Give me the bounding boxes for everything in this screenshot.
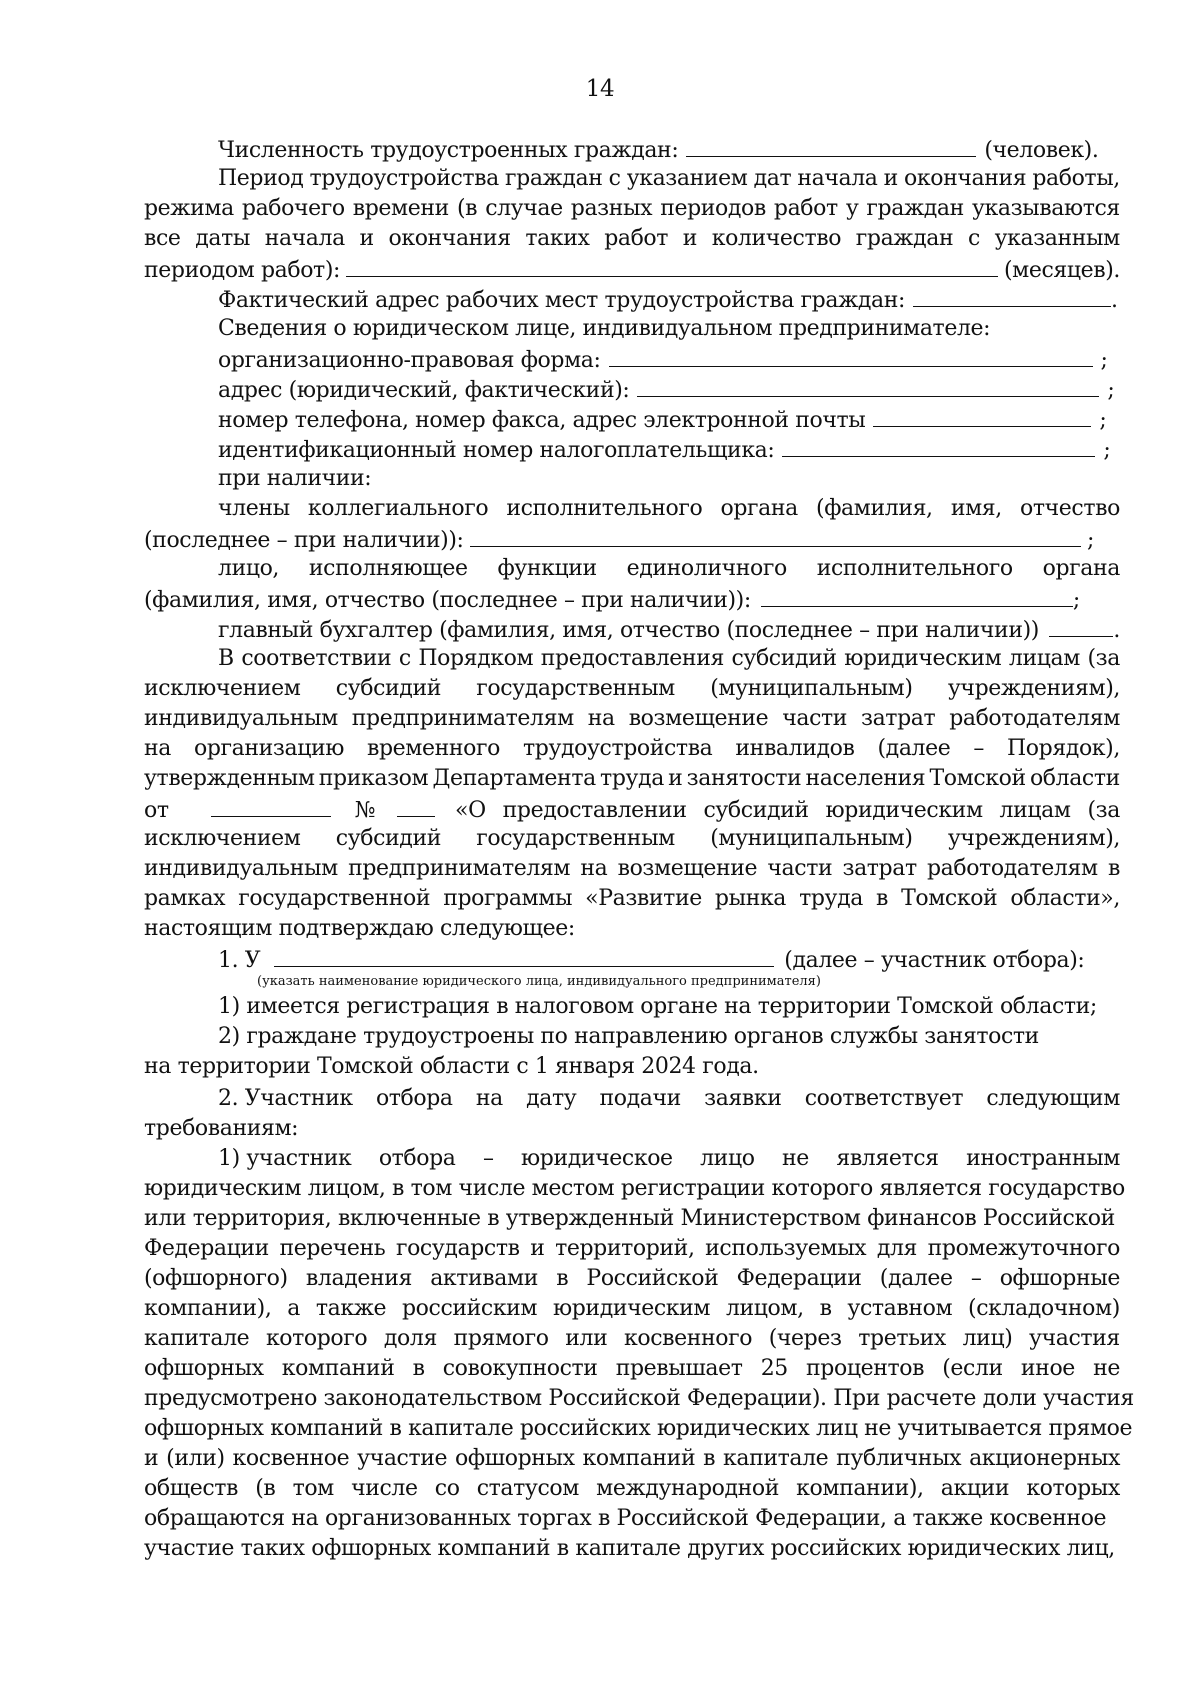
- word: затрат: [842, 856, 917, 881]
- board-members-line: (последнее – при наличии)): ;: [144, 524, 1120, 554]
- word: владения: [305, 1266, 412, 1291]
- blank-field: [913, 284, 1111, 307]
- word: участия: [1029, 1326, 1120, 1351]
- word: Томской: [929, 766, 1026, 791]
- word: доля: [383, 1326, 437, 1351]
- word: работодателям: [926, 856, 1098, 881]
- word: лиц): [962, 1326, 1013, 1351]
- word: исполнительного: [816, 556, 1013, 581]
- justified-line: [144, 1354, 1120, 1384]
- justified-line: [144, 1084, 1120, 1114]
- word: граждан: [505, 166, 603, 191]
- word: лицам: [1008, 646, 1080, 671]
- word: и: [359, 226, 374, 251]
- word: труда: [600, 766, 664, 791]
- word: превышает: [615, 1356, 743, 1381]
- word: лицам: [999, 798, 1071, 823]
- word: Российской: [586, 1266, 719, 1291]
- word: начала: [797, 166, 878, 191]
- word: части: [767, 856, 833, 881]
- word: в: [703, 1446, 716, 1471]
- word: окончания: [904, 166, 1027, 191]
- word: субсидий: [335, 676, 441, 701]
- accountant-line: главный бухгалтер (фамилия, имя, отчество (последнее – при наличии)) .: [144, 614, 1120, 644]
- word: не: [1093, 1356, 1120, 1381]
- word: начала: [264, 226, 345, 251]
- word: статусом: [476, 1476, 579, 1501]
- justified-line: [144, 164, 1120, 194]
- word: лицо,: [218, 556, 280, 581]
- word: Томской: [901, 886, 998, 911]
- word: (за: [1087, 646, 1120, 671]
- word: государственным: [476, 826, 675, 851]
- word: Федерации: [144, 1236, 269, 1261]
- inn-line: идентификационный номер налогоплательщика: ;: [144, 434, 1120, 464]
- word: Порядком: [418, 646, 534, 671]
- if-present-line: при наличии:: [218, 466, 372, 491]
- word: указываются: [971, 196, 1120, 221]
- word: (офшорного): [144, 1266, 288, 1291]
- word: лицом,: [725, 1296, 804, 1321]
- word: приказом: [318, 766, 429, 791]
- justified-line: [144, 494, 1120, 524]
- word: таких: [525, 226, 590, 251]
- word: времени: [352, 196, 449, 221]
- word: а: [287, 1296, 301, 1321]
- word: Период: [218, 166, 304, 191]
- word: индивидуальным: [144, 706, 338, 731]
- word: 1) участник: [218, 1146, 352, 1171]
- word: международной: [596, 1476, 779, 1501]
- word: компании),: [144, 1296, 272, 1321]
- justified-line: [144, 854, 1120, 884]
- word: которого: [265, 1326, 368, 1351]
- word: капитале: [723, 1446, 829, 1471]
- text-line: юридическим лицом, в том числе местом регистрации которого является государство: [144, 1176, 1125, 1201]
- word: с: [967, 226, 980, 251]
- word: промежуточного: [927, 1236, 1120, 1261]
- word: третьих: [858, 1326, 946, 1351]
- word: Порядок),: [1007, 736, 1120, 761]
- word: органа: [720, 496, 798, 521]
- word: все: [144, 226, 181, 251]
- word: в: [876, 886, 889, 911]
- word: соответствует: [804, 1086, 964, 1111]
- word: дату: [526, 1086, 577, 1111]
- justified-line: [144, 884, 1120, 914]
- word: Департамента: [432, 766, 596, 791]
- word: офшорные: [999, 1266, 1120, 1291]
- word: юридическим: [844, 646, 1002, 671]
- justified-line: [144, 704, 1120, 734]
- word: и: [883, 166, 898, 191]
- justified-line: [144, 824, 1120, 854]
- word: активами: [430, 1266, 538, 1291]
- word: субсидий: [703, 798, 809, 823]
- word: лицо: [700, 1146, 755, 1171]
- word: субсидий: [335, 826, 441, 851]
- word: на: [587, 706, 615, 731]
- word: косвенное: [232, 1446, 350, 1471]
- blank-field: [397, 794, 435, 817]
- blank-field: [470, 524, 1081, 547]
- justified-line: [144, 644, 1120, 674]
- word: прямого: [453, 1326, 549, 1351]
- word: компаний: [281, 1356, 395, 1381]
- word: члены: [218, 496, 290, 521]
- word: трудоустройства: [309, 166, 499, 191]
- word: периодов: [660, 196, 766, 221]
- blank-field: [346, 254, 998, 277]
- word: государств: [395, 1236, 520, 1261]
- requirements-line: требованиям:: [144, 1116, 299, 1141]
- word: компании),: [796, 1476, 924, 1501]
- legal-form-line: организационно-правовая форма: ;: [144, 344, 1120, 374]
- word: «О: [455, 798, 486, 823]
- word: (через: [768, 1326, 842, 1351]
- word: занятости: [686, 766, 802, 791]
- justified-line: [144, 764, 1120, 794]
- word: следующим: [986, 1086, 1120, 1111]
- word: исключением: [144, 676, 301, 701]
- word: режима: [144, 196, 234, 221]
- word: косвенного: [624, 1326, 753, 1351]
- word: предоставлении: [502, 798, 687, 823]
- word: инвалидов: [735, 736, 855, 761]
- word: участие: [357, 1446, 448, 1471]
- word: иное: [1020, 1356, 1075, 1381]
- blank-field: [211, 794, 331, 817]
- word: или: [565, 1326, 608, 1351]
- word: отбора: [378, 1146, 456, 1171]
- word: исполнительного: [506, 496, 703, 521]
- word: учреждениям),: [947, 676, 1120, 701]
- blank-field: [782, 434, 1095, 457]
- word: не: [782, 1146, 809, 1171]
- word: Федерации: [736, 1266, 862, 1291]
- word: процентов: [806, 1356, 925, 1381]
- word: соответствии: [241, 646, 392, 671]
- word: даты: [195, 226, 250, 251]
- page-number: 14: [585, 76, 615, 102]
- word: функции: [497, 556, 597, 581]
- word: у: [845, 196, 859, 221]
- word: предпринимателям: [348, 856, 571, 881]
- entity-info-heading: Сведения о юридическом лице, индивидуальном предпринимателе:: [218, 316, 991, 341]
- word: количество: [711, 226, 842, 251]
- entity-address-line: адрес (юридический, фактический): ;: [144, 374, 1120, 404]
- word: и: [144, 1446, 159, 1471]
- word: (далее: [879, 1266, 953, 1291]
- justified-line: [144, 1144, 1120, 1174]
- item-1-2: 2) граждане трудоустроены по направлению органов службы занятости: [218, 1024, 1039, 1049]
- word: 25: [760, 1356, 788, 1381]
- word: предоставления: [540, 646, 724, 671]
- word: офшорных: [455, 1446, 575, 1471]
- word: (фамилия,: [816, 496, 933, 521]
- word: трудоустройства: [522, 736, 713, 761]
- order-ref-line: от № «О предоставлении субсидий юридическим лицам (за: [144, 794, 1120, 824]
- word: области»,: [1010, 886, 1120, 911]
- word: также: [315, 1296, 387, 1321]
- text-line: участие таких офшорных компаний в капитале других российских юридических лиц,: [144, 1536, 1115, 1561]
- word: рынка: [714, 886, 787, 911]
- word: –: [482, 1146, 494, 1171]
- contacts-line: номер телефона, номер факса, адрес электронной почты ;: [144, 404, 1120, 434]
- blank-field: [637, 374, 1099, 397]
- text-line: предусмотрено законодательством Российской Федерации). При расчете доли участия: [144, 1386, 1134, 1411]
- justified-line: [144, 224, 1120, 254]
- word: компаний: [582, 1446, 696, 1471]
- word: юридическим: [825, 798, 983, 823]
- justified-line: [144, 734, 1120, 764]
- word: офшорных: [144, 1356, 264, 1381]
- word: с: [608, 166, 621, 191]
- word: юридическое: [521, 1146, 673, 1171]
- justified-line: [144, 1234, 1120, 1264]
- word: рабочего: [241, 196, 345, 221]
- word: и: [530, 1236, 545, 1261]
- word: программы: [443, 886, 573, 911]
- word: акционерных: [969, 1446, 1120, 1471]
- word: на: [144, 736, 171, 761]
- executive-line: (фамилия, имя, отчество (последнее – при наличии)): ;: [144, 584, 1120, 614]
- word: работ: [604, 226, 669, 251]
- justified-line: [144, 1264, 1120, 1294]
- confirm-line: настоящим подтверждаю следующее:: [144, 916, 575, 941]
- word: обществ: [144, 1476, 239, 1501]
- justified-line: [144, 1444, 1120, 1474]
- blank-field: [761, 584, 1073, 607]
- word: (если: [942, 1356, 1003, 1381]
- word: (муниципальным): [710, 826, 913, 851]
- text-line: обращаются на организованных торгах в Российской Федерации, а также косвенное: [144, 1506, 1107, 1531]
- word: индивидуальным: [144, 856, 338, 881]
- work-period-line: периодом работ): (месяцев).: [144, 254, 1120, 284]
- word: российским: [402, 1296, 538, 1321]
- word: единоличного: [626, 556, 787, 581]
- word: (в: [456, 196, 478, 221]
- word: (далее: [877, 736, 951, 761]
- word: указанным: [994, 226, 1120, 251]
- blank-field: [609, 344, 1093, 367]
- word: (складочном): [968, 1296, 1120, 1321]
- word: уставном: [847, 1296, 953, 1321]
- word: «Развитие: [585, 886, 702, 911]
- blank-field: [1049, 614, 1113, 637]
- word: имя,: [950, 496, 1002, 521]
- word: затрат: [860, 706, 936, 731]
- word: используемых: [705, 1236, 867, 1261]
- word: органа: [1042, 556, 1120, 581]
- word: заявки: [704, 1086, 782, 1111]
- word: исполняющее: [308, 556, 468, 581]
- word: (за: [1087, 798, 1120, 823]
- word: возмещение: [628, 706, 769, 731]
- justified-line: [144, 1294, 1120, 1324]
- word: территорий,: [555, 1236, 695, 1261]
- word: государственной: [238, 886, 431, 911]
- word: и: [682, 226, 698, 251]
- justified-line: [144, 554, 1120, 584]
- word: граждан: [855, 226, 954, 251]
- word: коллегиального: [307, 496, 489, 521]
- blank-field: [686, 134, 976, 157]
- word: (муниципальным): [710, 676, 913, 701]
- justified-line: [144, 674, 1120, 704]
- word: части: [782, 706, 848, 731]
- word: которых: [1026, 1476, 1120, 1501]
- word: населения: [805, 766, 926, 791]
- word: на: [580, 856, 608, 881]
- word: предпринимателям: [351, 706, 574, 731]
- employed-count-line: Численность трудоустроенных граждан: (человек).: [144, 134, 1120, 164]
- word: государственным: [476, 676, 675, 701]
- word: исключением: [144, 826, 301, 851]
- word: В: [218, 646, 234, 671]
- participant-line: 1. У (далее – участник отбора):: [144, 944, 1120, 974]
- word: организацию: [194, 736, 344, 761]
- word: числе: [351, 1476, 418, 1501]
- word: для: [876, 1236, 918, 1261]
- word: временного: [367, 736, 500, 761]
- word: –: [970, 1266, 982, 1291]
- word: с: [398, 646, 411, 671]
- word: совокупности: [442, 1356, 598, 1381]
- word: том: [292, 1476, 334, 1501]
- blank-field: [873, 404, 1091, 427]
- word: разных: [570, 196, 653, 221]
- word: капитале: [144, 1326, 250, 1351]
- word: перечень: [279, 1236, 386, 1261]
- justified-line: [144, 1474, 1120, 1504]
- word: труда: [799, 886, 863, 911]
- word: окончания: [388, 226, 511, 251]
- word: подачи: [599, 1086, 681, 1111]
- word: в: [1107, 856, 1120, 881]
- word: возмещение: [617, 856, 758, 881]
- item-1-2-cont: на территории Томской области с 1 января 2024 года.: [144, 1054, 759, 1079]
- justified-line: [144, 1324, 1120, 1354]
- document-body: [144, 134, 1134, 1564]
- text-line: офшорных компаний в капитале российских юридических лиц не учитывается прямое: [144, 1416, 1133, 1441]
- word: отбора: [375, 1086, 453, 1111]
- word: на: [475, 1086, 503, 1111]
- item-1-1: 1) имеется регистрация в налоговом органе на территории Томской области;: [218, 994, 1097, 1019]
- word: дат: [753, 166, 792, 191]
- word: указанием: [626, 166, 748, 191]
- word: и: [668, 766, 683, 791]
- word: в: [556, 1266, 569, 1291]
- word: (в: [255, 1476, 276, 1501]
- field-hint: (указать наименование юридического лица, индивидуального предпринимателя): [257, 974, 821, 989]
- word: рамках: [144, 886, 226, 911]
- word: со: [434, 1476, 460, 1501]
- word: случае: [485, 196, 563, 221]
- word: 2. Участник: [218, 1086, 353, 1111]
- word: граждан: [866, 196, 964, 221]
- word: в: [412, 1356, 425, 1381]
- word: (или): [166, 1446, 225, 1471]
- word: учреждениям),: [947, 826, 1120, 851]
- word: утвержденным: [144, 766, 315, 791]
- word: акции: [940, 1476, 1010, 1501]
- address-line: Фактический адрес рабочих мест трудоустройства граждан: .: [144, 284, 1120, 314]
- word: работы,: [1032, 166, 1120, 191]
- word: иностранным: [966, 1146, 1120, 1171]
- justified-line: [144, 194, 1120, 224]
- word: области: [1029, 766, 1120, 791]
- text-line: или территория, включенные в утвержденный Министерством финансов Российской: [144, 1206, 1115, 1231]
- word: работ: [773, 196, 838, 221]
- word: –: [973, 736, 984, 761]
- word: публичных: [836, 1446, 962, 1471]
- word: является: [836, 1146, 939, 1171]
- word: субсидий: [731, 646, 837, 671]
- word: отчество: [1020, 496, 1120, 521]
- word: юридическим: [553, 1296, 711, 1321]
- word: работодателям: [949, 706, 1120, 731]
- word: в: [819, 1296, 832, 1321]
- blank-field: [274, 944, 774, 967]
